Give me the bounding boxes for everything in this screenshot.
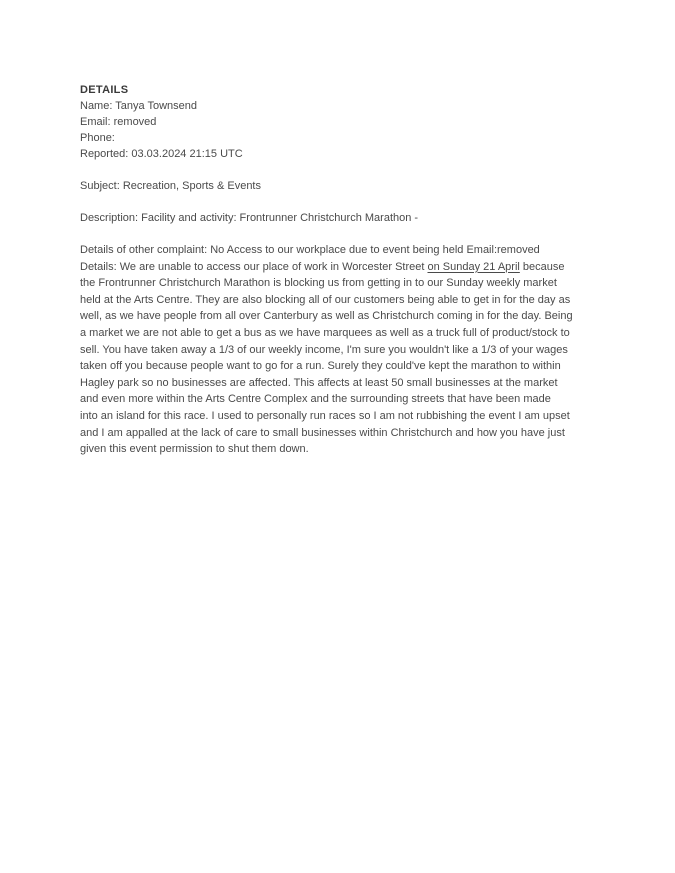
body-line: and even more within the Arts Centre Complex and the surrounding streets that have been made — [80, 393, 551, 406]
phone-field — [80, 130, 620, 146]
body-line-segment: Details: We are unable to access our place of work in Worcester Street — [80, 260, 428, 273]
name-value: Tanya Townsend — [115, 100, 198, 112]
body-line: given this event permission to shut them down. — [80, 443, 309, 456]
complaint-body — [80, 242, 620, 458]
body-line: Details of other complaint: No Access to our workplace due to event being held Email:removed — [80, 244, 540, 256]
description-label: Description: — [80, 212, 139, 224]
body-line: held at the Arts Centre. They are also blocking all of our customers being able to get in for the day as — [80, 293, 571, 306]
name-field — [80, 98, 620, 114]
body-line: into an island for this race. I used to personally run races so I am not rubbishing the event I am upset — [80, 409, 570, 422]
body-line: taken off you because people want to go for a run. Surely they could've kept the marathon to within — [80, 360, 561, 373]
subject-value: Recreation, Sports & Events — [122, 180, 261, 192]
description-field — [80, 210, 620, 226]
email-label: Email: — [80, 116, 111, 128]
date-link[interactable]: on Sunday 21 April — [427, 260, 520, 273]
name-label: Name: — [80, 100, 113, 112]
email-field — [80, 114, 620, 130]
body-line: the Frontrunner Christchurch Marathon is blocking us from getting in to our Sunday weekly market — [80, 277, 557, 290]
body-line: a market we are not able to get a bus as we have marquees as well as a truck full of product/stock to — [80, 326, 570, 339]
body-line: well, as we have people from all over Canterbury as well as Christchurch coming in for the day. Being — [80, 310, 573, 323]
body-line — [80, 259, 620, 276]
reported-label: Reported: — [80, 148, 129, 160]
body-line-segment: because — [519, 260, 565, 273]
subject-label: Subject: — [80, 180, 120, 192]
reported-value: 03.03.2024 21:15 UTC — [131, 148, 243, 160]
details-heading: DETAILS — [80, 84, 129, 96]
body-line: Hagley park so no businesses are affected. This affects at least 50 small businesses at the market — [80, 376, 558, 389]
subject-field — [80, 178, 620, 194]
email-value: removed — [113, 116, 157, 128]
phone-label: Phone: — [80, 132, 115, 144]
body-line: sell. You have taken away a 1/3 of our weekly income, I'm sure you wouldn't like a 1/3 of your wages — [80, 343, 568, 356]
description-value: Facility and activity: Frontrunner Christchurch Marathon - — [141, 212, 419, 224]
body-line: and I am appalled at the lack of care to small businesses within Christchurch and how you have just — [80, 426, 565, 439]
reported-field — [80, 146, 620, 162]
complaint-details-content — [80, 82, 620, 458]
